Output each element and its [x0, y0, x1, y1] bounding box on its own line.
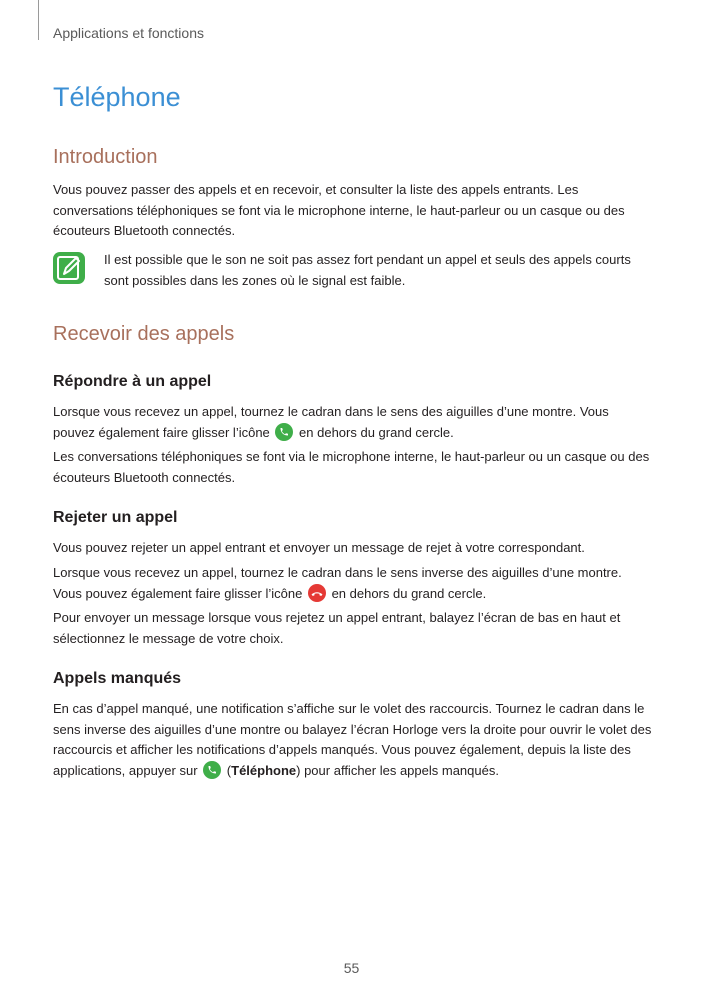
- missed-app-open-paren: (: [226, 762, 232, 778]
- phone-app-icon: [203, 761, 221, 779]
- answer-text-after: en dehors du grand cercle.: [299, 424, 454, 440]
- heading-answer: Répondre à un appel: [53, 373, 212, 390]
- introduction-text: Vous pouvez passer des appels et en recevoir, et consulter la liste des appels entrants. Les conversations téléphoniques se font via le microphone interne, le haut-parleur ou un casque ou des écouteurs Bluetooth connectés.: [53, 182, 625, 238]
- phone-reject-icon: [308, 584, 326, 602]
- note-box: [53, 250, 653, 290]
- answer-paragraph-1: [53, 402, 653, 443]
- heading-receiving: Recevoir des appels: [53, 323, 235, 345]
- reject-paragraph-1: Vous pouvez rejeter un appel entrant et envoyer un message de rejet à votre correspondant.: [53, 540, 585, 555]
- note-pencil-icon: [53, 252, 85, 284]
- reject-paragraph-3: Pour envoyer un message lorsque vous rejetez un appel entrant, balayez l’écran de bas en haut et sélectionnez le message de votre choix.: [53, 610, 621, 646]
- reject-text-after: en dehors du grand cercle.: [331, 585, 487, 601]
- page-title: Téléphone: [53, 82, 181, 112]
- reject-paragraph-2: [53, 563, 653, 604]
- phone-accept-icon: [275, 423, 293, 441]
- header-rule: [38, 0, 39, 40]
- note-text: Il est possible que le son ne soit pas assez fort pendant un appel et seuls des appels courts sont possibles dans les zones où le signal est faible.: [104, 252, 631, 288]
- heading-missed: Appels manqués: [53, 670, 182, 687]
- phone-app-name: Téléphone: [231, 762, 297, 778]
- answer-text-before: Lorsque vous recevez un appel, tournez le cadran dans le sens des aiguilles d’une montre. Vous pouvez également faire glisser l’icône: [53, 404, 609, 440]
- page-number: 55: [343, 960, 360, 976]
- answer-paragraph-2: Les conversations téléphoniques se font via le microphone interne, le haut-parleur ou un casque ou des écouteurs Bluetooth connectés.: [53, 449, 650, 485]
- reject-text-before: Lorsque vous recevez un appel, tournez le cadran dans le sens inverse des aiguilles d’une montre. Vous pouvez également faire glisser l’icône: [53, 565, 622, 601]
- heading-reject: Rejeter un appel: [53, 509, 178, 526]
- missed-text-after: ) pour afficher les appels manqués.: [296, 762, 499, 778]
- heading-introduction: Introduction: [53, 146, 158, 168]
- section-header: Applications et fonctions: [53, 25, 204, 41]
- missed-paragraph: [53, 699, 653, 781]
- missed-text-before: En cas d’appel manqué, une notification s’affiche sur le volet des raccourcis. Tournez le cadran dans le sens inverse des aiguilles d’une montre ou balayez l’écran Horloge vers la droite pour ouvrir le volet des raccourcis et afficher les notifications d’appels manqués. Vous pouvez également, depuis la liste des applications, appuyer sur: [53, 701, 652, 778]
